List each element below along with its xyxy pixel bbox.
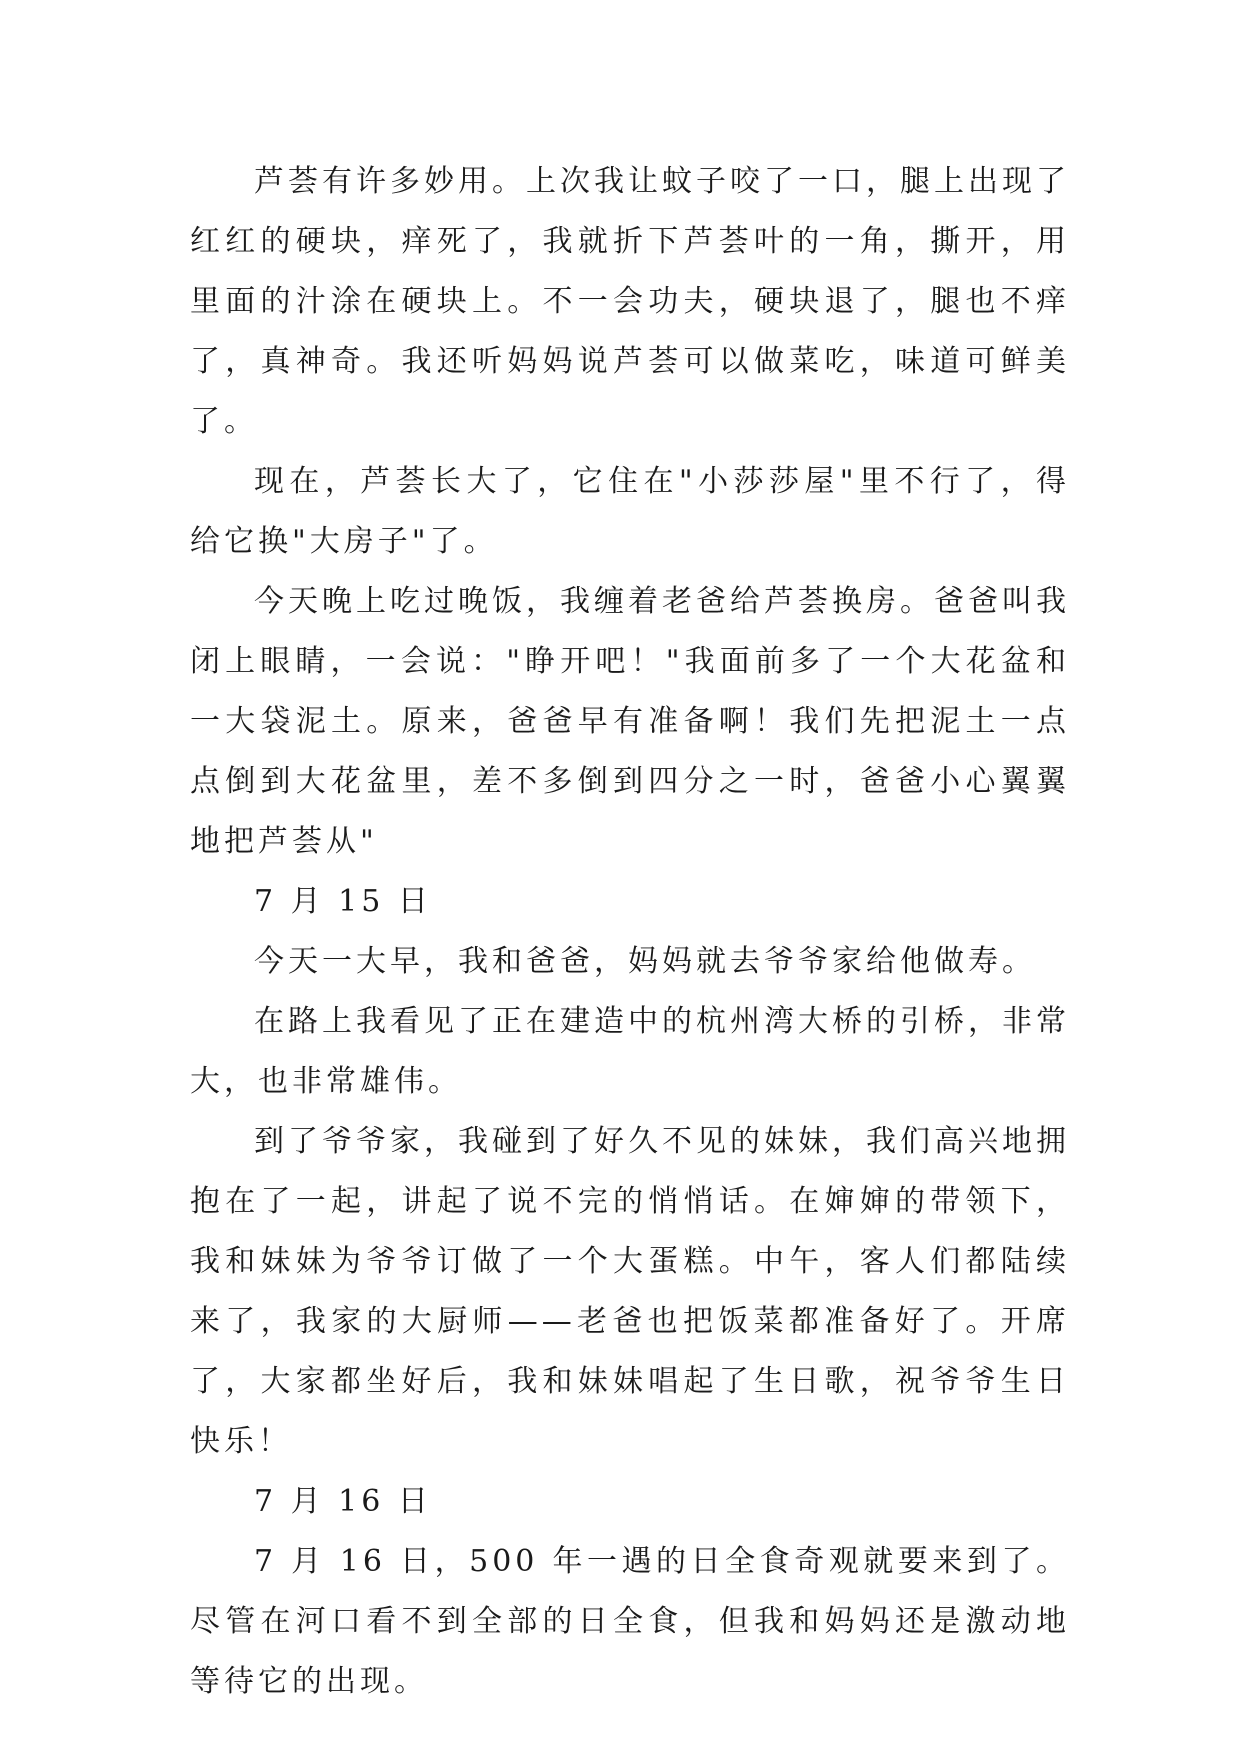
paragraph-bridge: 在路上我看见了正在建造中的杭州湾大桥的引桥，非常大，也非常雄伟。 — [190, 1004, 1070, 1099]
paragraph-aloe-grown: 现在，芦荟长大了，它住在"小莎莎屋"里不行了，得给它换"大房子"了。 — [190, 464, 1070, 559]
paragraph-party: 到了爷爷家，我碰到了好久不见的妹妹，我们高兴地拥抱在了一起，讲起了说不完的悄悄话。在婶婶的带领下，我和妹妹为爷爷订做了一个大蛋糕。中午，客人们都陆续来了，我家的大厨师——老爸也把饭菜都准备好了。开席了，大家都坐好后，我和妹妹唱起了生日歌，祝爷爷生日快乐！ — [190, 1124, 1070, 1459]
paragraph-aloe-uses: 芦荟有许多妙用。上次我让蚊子咬了一口，腿上出现了红红的硬块，痒死了，我就折下芦荟叶的一角，撕开，用里面的汁涂在硬块上。不一会功夫，硬块退了，腿也不痒了，真神奇。我还听妈妈说芦荟可以做菜吃，味道可鲜美了。 — [190, 164, 1070, 439]
paragraph-eclipse: 7 月 16 日，500 年一遇的日全食奇观就要来到了。尽管在河口看不到全部的日全食，但我和妈妈还是激动地等待它的出现。 — [190, 1544, 1070, 1699]
document-body — [190, 152, 1070, 1712]
diary-date-july-15: 7 月 15 日 — [254, 884, 432, 919]
paragraph-grandpa-birthday: 今天一大早，我和爸爸，妈妈就去爷爷家给他做寿。 — [254, 944, 1036, 979]
diary-date-july-16: 7 月 16 日 — [254, 1484, 432, 1519]
paragraph-aloe-repot: 今天晚上吃过晚饭，我缠着老爸给芦荟换房。爸爸叫我闭上眼睛，一会说："睁开吧！"我面前多了一个大花盆和一大袋泥土。原来，爸爸早有准备啊！我们先把泥土一点点倒到大花盆里，差不多倒到四分之一时，爸爸小心翼翼地把芦荟从" — [190, 584, 1070, 859]
